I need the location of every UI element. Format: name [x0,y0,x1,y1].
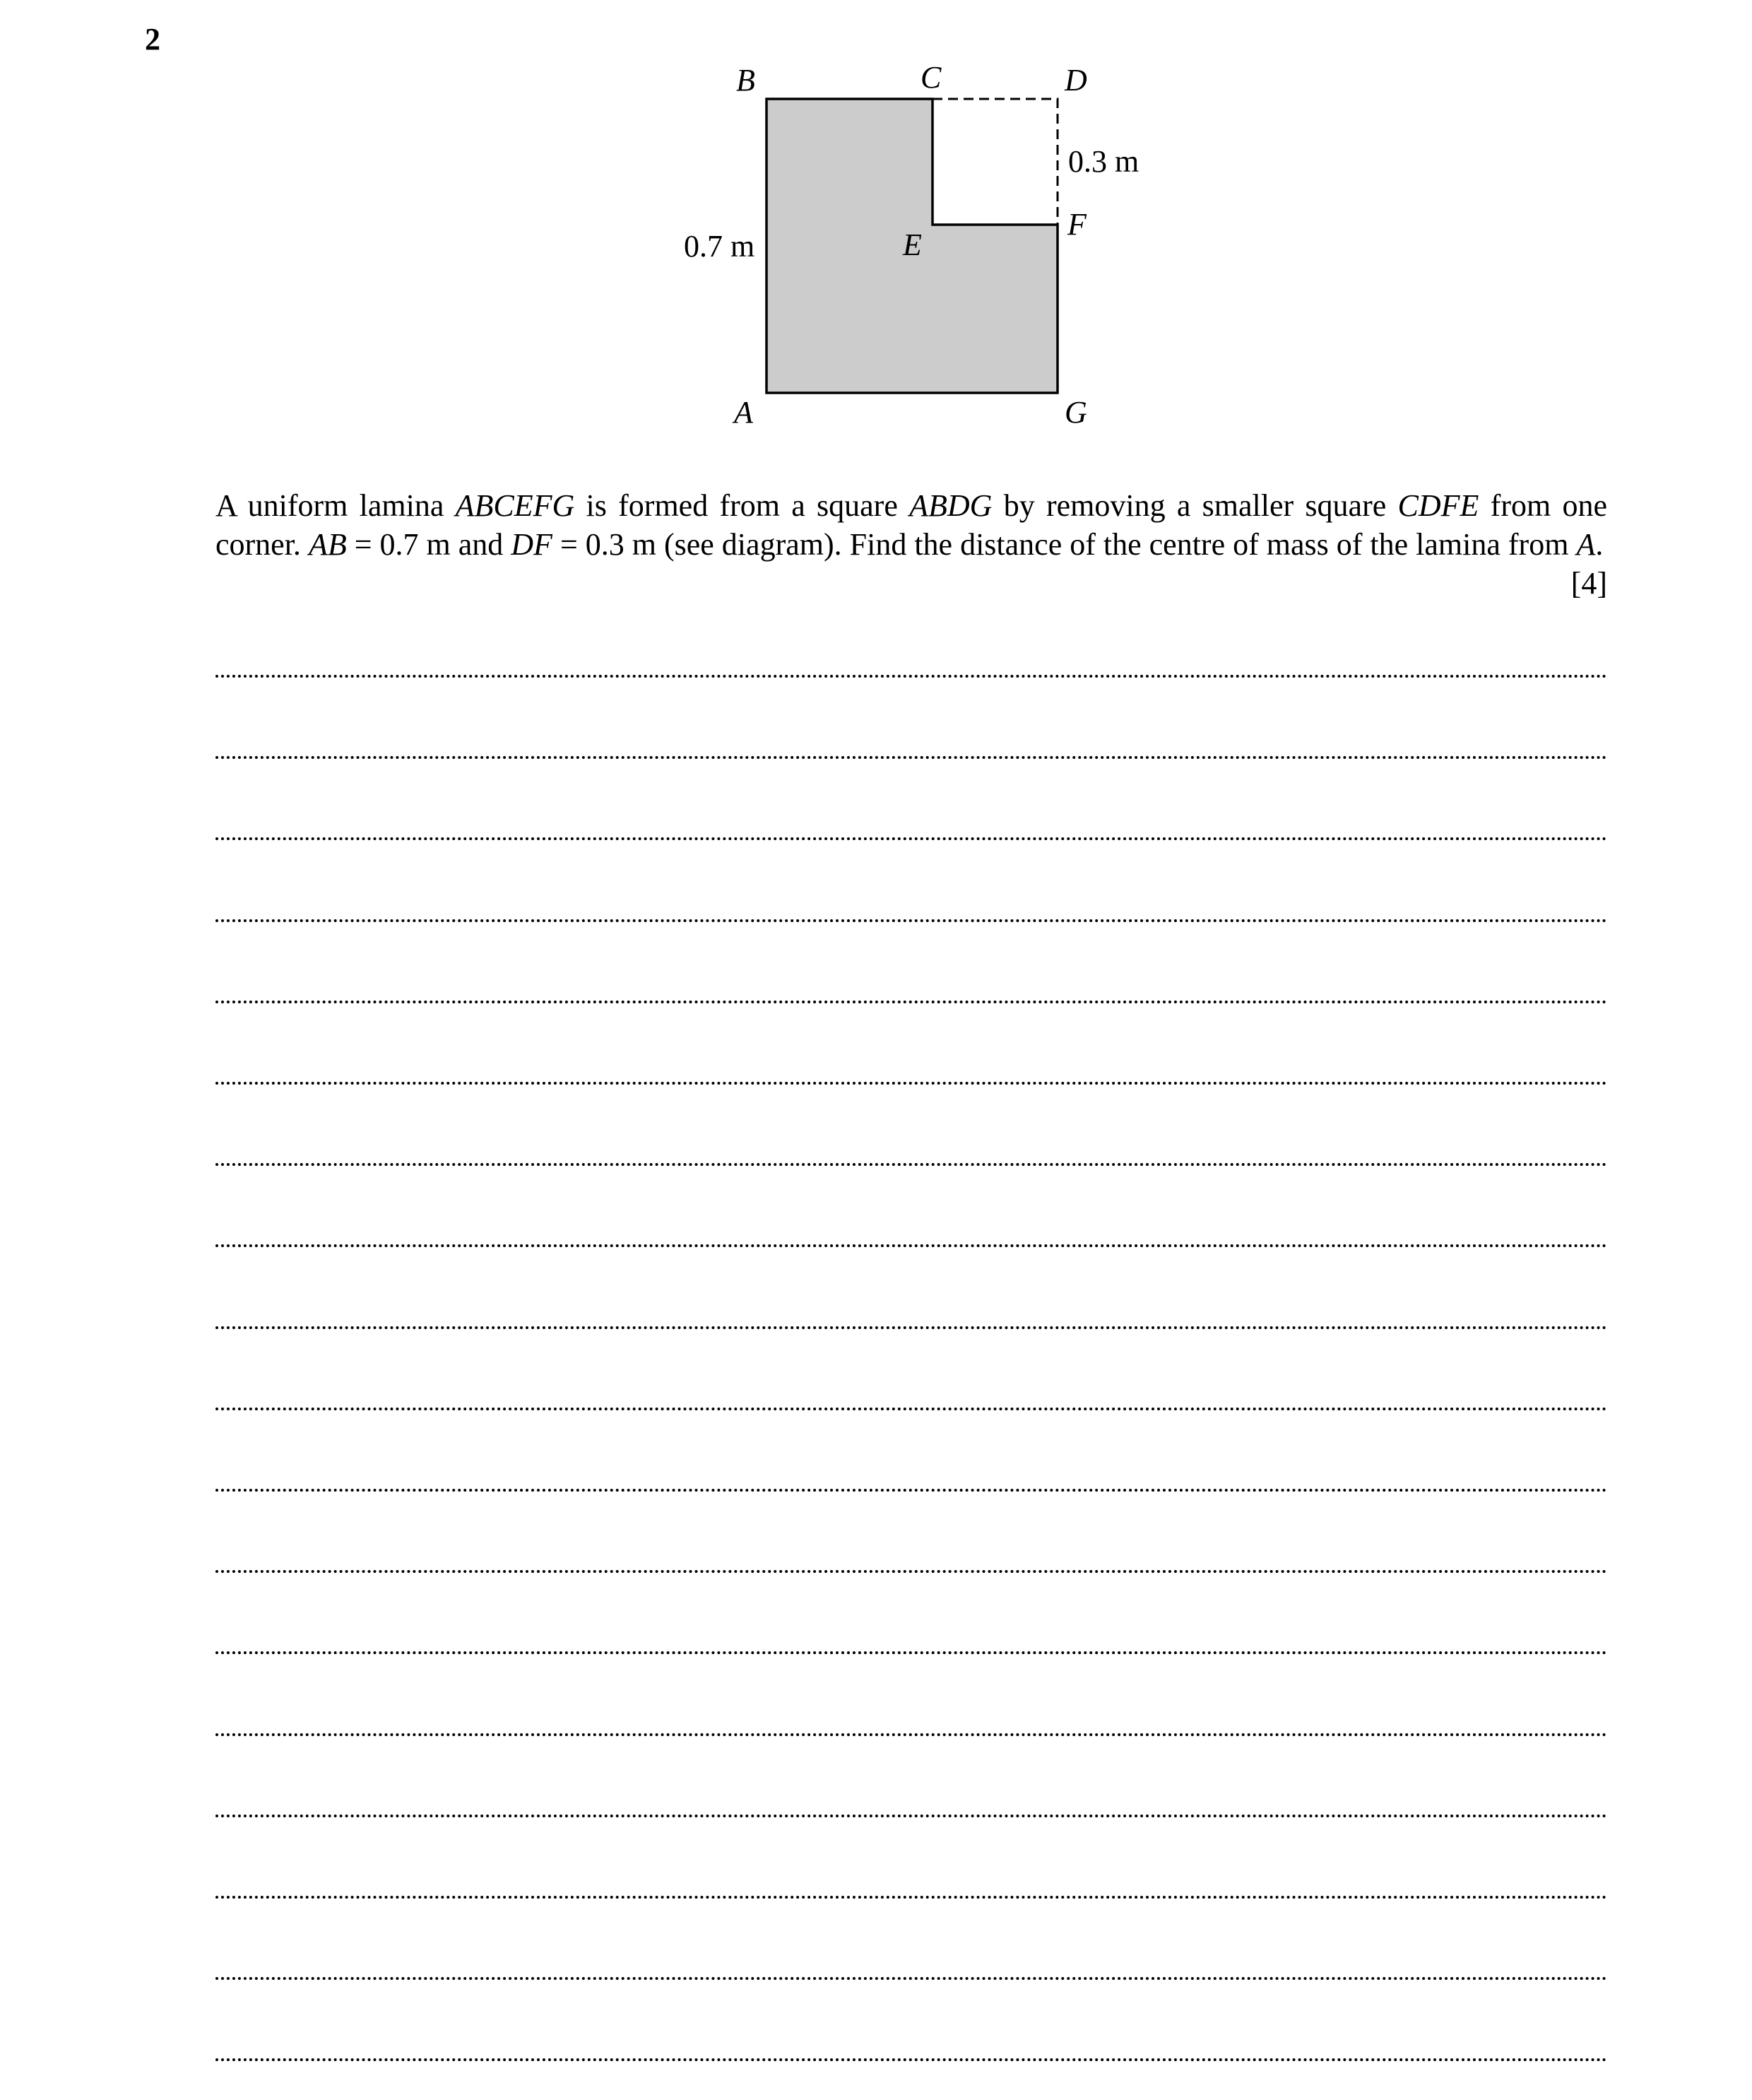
ab-length-label: 0.7 m [684,229,755,264]
question-text-part: . [1595,527,1604,562]
question-variable: AB [308,527,347,562]
lamina-diagram [0,0,1752,452]
question-variable: ABDG [909,488,993,523]
vertex-label-g: G [1065,395,1087,430]
answer-line[interactable] [215,1651,1607,1654]
question-text-part: A uniform lamina [215,488,456,523]
answer-line[interactable] [215,1408,1607,1410]
question-variable: ABCEFG [455,488,575,523]
question-variable: A [1576,527,1596,562]
answer-line[interactable] [215,1326,1607,1329]
answer-line[interactable] [215,2058,1607,2061]
removed-square-outline [933,99,1058,225]
vertex-label-c: C [921,60,942,95]
answer-line[interactable] [215,1489,1607,1492]
answer-line[interactable] [215,837,1607,840]
vertex-label-e: E [903,228,922,262]
vertex-label-b: B [736,63,755,98]
answer-line[interactable] [215,675,1607,678]
question-number: 2 [145,22,160,57]
df-length-label: 0.3 m [1068,144,1140,179]
question-text-part: = 0.7 m and [346,527,511,562]
vertex-label-a: A [734,395,753,430]
vertex-label-d: D [1065,63,1087,98]
question-text-part: = 0.3 m (see diagram). Find the distance of the centre of mass of the lamina from [552,527,1577,562]
answer-line[interactable] [215,1244,1607,1247]
question-text-part: is formed from a square [574,488,910,523]
question-text [215,486,1607,564]
answer-line[interactable] [215,1977,1607,1980]
question-variable: CDFE [1397,488,1479,523]
answer-line[interactable] [215,1163,1607,1166]
question-text-part: from one corner. [215,488,1608,562]
question-variable: DF [511,527,552,562]
answer-line[interactable] [215,1082,1607,1085]
vertex-label-f: F [1067,207,1087,242]
answer-line[interactable] [215,1733,1607,1736]
answer-line[interactable] [215,756,1607,759]
answer-line[interactable] [215,1815,1607,1817]
answer-line[interactable] [215,1896,1607,1899]
marks-allocation: [4] [1570,566,1607,601]
question-text-part: by removing a smaller square [992,488,1398,523]
answer-line[interactable] [215,1001,1607,1003]
answer-line[interactable] [215,1570,1607,1573]
answer-line[interactable] [215,919,1607,922]
